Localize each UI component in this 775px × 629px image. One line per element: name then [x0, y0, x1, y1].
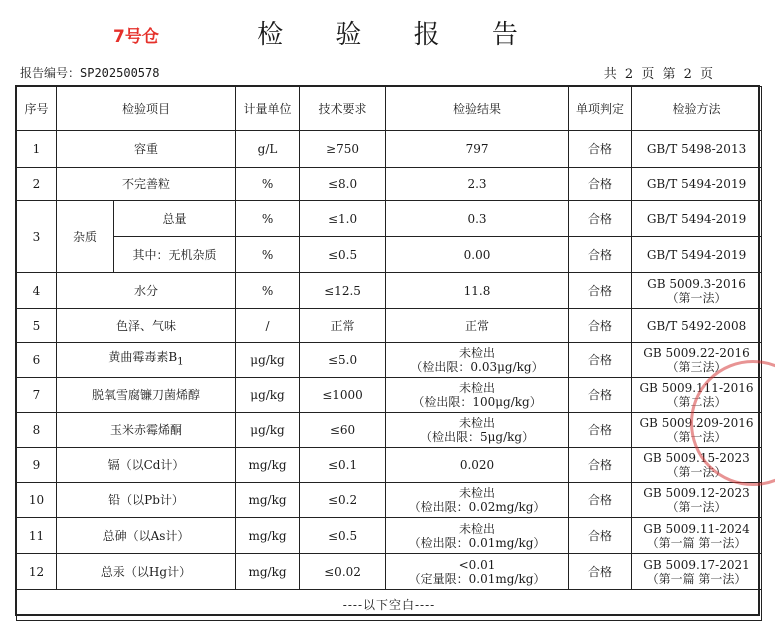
result-line: 未检出 — [459, 346, 496, 360]
method-cell: GB/T 5492-2008 — [632, 309, 762, 343]
result-cell: 11.8 — [386, 273, 569, 309]
seq-cell: 5 — [17, 309, 57, 343]
unit-cell: / — [236, 309, 300, 343]
method-line: GB 5009.15-2023 — [643, 451, 750, 465]
unit-cell: mg/kg — [236, 554, 300, 590]
seq-cell: 9 — [17, 448, 57, 483]
method-line: GB 5009.12-2023 — [643, 486, 750, 500]
method-line: GB 5009.3-2016 — [647, 276, 746, 291]
judgement-cell: 合格 — [569, 309, 632, 343]
header-item: 检验项目 — [57, 87, 236, 131]
method-line: GB 5009.111-2016 — [639, 381, 754, 395]
warehouse-tag: 7号仓 — [113, 27, 159, 47]
unit-cell: g/L — [236, 131, 300, 168]
result-cell — [386, 518, 569, 554]
table-row — [17, 554, 762, 590]
table-row — [17, 309, 762, 343]
header-unit: 计量单位 — [236, 87, 300, 131]
table-row — [17, 131, 762, 168]
item-cell: 镉（以Cd计） — [57, 448, 236, 483]
item-cell: 总汞（以Hg计） — [57, 554, 236, 590]
unit-cell: % — [236, 237, 300, 273]
method-cell: GB/T 5494-2019 — [632, 168, 762, 201]
method-cell — [632, 273, 762, 309]
seq-cell: 10 — [17, 483, 57, 518]
result-cell: 0.020 — [386, 448, 569, 483]
result-cell — [386, 413, 569, 448]
result-cell — [386, 343, 569, 378]
method-variant: （第一法） — [666, 290, 727, 305]
result-cell: 正常 — [386, 309, 569, 343]
judgement-cell: 合格 — [569, 168, 632, 201]
page-info: 共 2 页 第 2 页 — [603, 67, 715, 82]
method-cell — [632, 413, 762, 448]
method-cell: GB/T 5494-2019 — [632, 237, 762, 273]
detection-limit: （检出限：100μg/kg） — [412, 395, 542, 409]
requirement-cell: ≤1.0 — [300, 201, 386, 237]
requirement-cell: ≤0.1 — [300, 448, 386, 483]
item-cell: 总砷（以As计） — [57, 518, 236, 554]
document-title: 检 验 报 告 — [257, 20, 540, 50]
detection-limit: （检出限：0.01mg/kg） — [408, 535, 546, 550]
method-cell — [632, 448, 762, 483]
seq-cell: 7 — [17, 378, 57, 413]
method-variant: （第一法） — [666, 465, 727, 479]
report-number: 报告编号：SP202500578 — [20, 66, 160, 80]
unit-cell: mg/kg — [236, 448, 300, 483]
sub-item-cell: 其中：无机杂质 — [114, 237, 236, 273]
item-cell: 脱氧雪腐镰刀菌烯醇 — [57, 378, 236, 413]
result-cell: 2.3 — [386, 168, 569, 201]
result-cell: 797 — [386, 131, 569, 168]
judgement-cell: 合格 — [569, 554, 632, 590]
header-result: 检验结果 — [386, 87, 569, 131]
table-row — [17, 483, 762, 518]
method-cell — [632, 518, 762, 554]
table-row — [17, 378, 762, 413]
item-cell: 铅（以Pb计） — [57, 483, 236, 518]
inspection-table — [16, 86, 762, 621]
header-method: 检验方法 — [632, 87, 762, 131]
result-cell: 0.00 — [386, 237, 569, 273]
table-row — [17, 413, 762, 448]
method-variant: （第三法） — [666, 360, 727, 374]
method-variant: （第一篇 第一法） — [646, 571, 747, 586]
unit-cell: μg/kg — [236, 378, 300, 413]
header-requirement: 技术要求 — [300, 87, 386, 131]
requirement-cell: ≤0.02 — [300, 554, 386, 590]
item-cell: 色泽、气味 — [57, 309, 236, 343]
result-line: 未检出 — [459, 381, 496, 395]
item-cell: 容重 — [57, 131, 236, 168]
item-text: 黄曲霉毒素B — [108, 350, 178, 365]
unit-cell: % — [236, 201, 300, 237]
detection-limit: （检出限：0.03μg/kg） — [410, 360, 544, 374]
header-seq: 序号 — [17, 87, 57, 131]
table-footer-row — [17, 590, 762, 621]
item-cell — [57, 343, 236, 378]
unit-cell: % — [236, 168, 300, 201]
table-row — [17, 518, 762, 554]
table-row — [17, 273, 762, 309]
result-cell: 0.3 — [386, 201, 569, 237]
requirement-cell: ≤0.5 — [300, 518, 386, 554]
requirement-cell: 正常 — [300, 309, 386, 343]
item-cell: 玉米赤霉烯酮 — [57, 413, 236, 448]
method-variant: （第二法） — [666, 395, 727, 409]
unit-cell: mg/kg — [236, 483, 300, 518]
seq-cell: 11 — [17, 518, 57, 554]
method-variant: （第一篇 第一法） — [646, 535, 747, 550]
method-cell — [632, 378, 762, 413]
result-line: 未检出 — [459, 416, 496, 430]
method-line: GB 5009.209-2016 — [639, 416, 754, 430]
judgement-cell: 合格 — [569, 518, 632, 554]
method-cell: GB/T 5498-2013 — [632, 131, 762, 168]
result-cell — [386, 554, 569, 590]
requirement-cell: ≥750 — [300, 131, 386, 168]
judgement-cell: 合格 — [569, 131, 632, 168]
method-cell: GB/T 5494-2019 — [632, 201, 762, 237]
requirement-cell: ≤5.0 — [300, 343, 386, 378]
method-variant: （第一法） — [666, 430, 727, 444]
result-line: <0.01 — [458, 557, 496, 572]
result-cell — [386, 378, 569, 413]
seq-cell: 6 — [17, 343, 57, 378]
sub-item-cell: 总量 — [114, 201, 236, 237]
method-line: GB 5009.17-2021 — [643, 557, 750, 572]
table-row — [17, 237, 762, 273]
seq-cell: 1 — [17, 131, 57, 168]
seq-cell: 12 — [17, 554, 57, 590]
judgement-cell: 合格 — [569, 448, 632, 483]
requirement-cell: ≤8.0 — [300, 168, 386, 201]
judgement-cell: 合格 — [569, 201, 632, 237]
detection-limit: （检出限：5μg/kg） — [419, 430, 535, 444]
method-cell — [632, 483, 762, 518]
judgement-cell: 合格 — [569, 343, 632, 378]
table-row — [17, 343, 762, 378]
seq-cell: 8 — [17, 413, 57, 448]
requirement-cell: ≤1000 — [300, 378, 386, 413]
seq-cell: 4 — [17, 273, 57, 309]
method-variant: （第一法） — [666, 500, 727, 514]
table-row — [17, 201, 762, 237]
detection-limit: （检出限：0.02mg/kg） — [408, 500, 546, 514]
item-subscript: 1 — [177, 356, 184, 368]
method-cell — [632, 554, 762, 590]
seq-cell: 3 — [17, 201, 57, 273]
header-judgement: 单项判定 — [569, 87, 632, 131]
method-cell — [632, 343, 762, 378]
table-header-row — [17, 87, 762, 131]
requirement-cell: ≤60 — [300, 413, 386, 448]
result-line: 未检出 — [459, 521, 496, 536]
judgement-cell: 合格 — [569, 273, 632, 309]
requirement-cell: ≤12.5 — [300, 273, 386, 309]
judgement-cell: 合格 — [569, 378, 632, 413]
item-cell: 不完善粒 — [57, 168, 236, 201]
blank-below-note: ----以下空白---- — [17, 590, 762, 621]
detection-limit: （定量限：0.01mg/kg） — [408, 571, 546, 586]
item-cell: 水分 — [57, 273, 236, 309]
seq-cell: 2 — [17, 168, 57, 201]
table-row — [17, 448, 762, 483]
method-line: GB 5009.11-2024 — [643, 521, 750, 536]
judgement-cell: 合格 — [569, 237, 632, 273]
result-cell — [386, 483, 569, 518]
unit-cell: μg/kg — [236, 343, 300, 378]
unit-cell: μg/kg — [236, 413, 300, 448]
judgement-cell: 合格 — [569, 413, 632, 448]
requirement-cell: ≤0.5 — [300, 237, 386, 273]
judgement-cell: 合格 — [569, 483, 632, 518]
result-line: 未检出 — [459, 486, 496, 500]
table-row — [17, 168, 762, 201]
method-line: GB 5009.22-2016 — [643, 346, 750, 360]
item-cell: 杂质 — [57, 201, 114, 273]
unit-cell: % — [236, 273, 300, 309]
requirement-cell: ≤0.2 — [300, 483, 386, 518]
unit-cell: mg/kg — [236, 518, 300, 554]
